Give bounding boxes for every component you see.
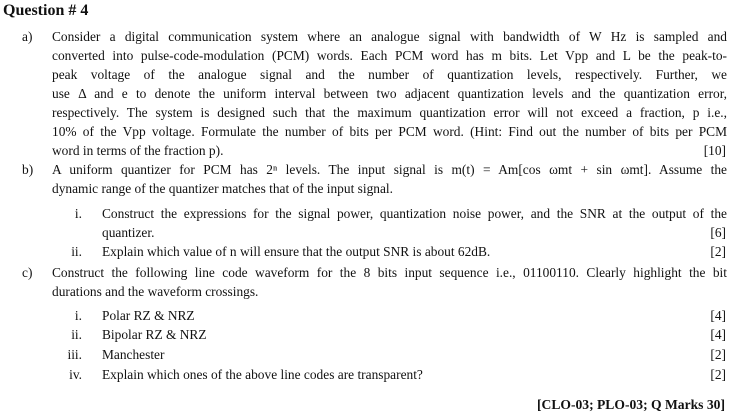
part-b-sub-i-line-2: quantizer. [102, 225, 155, 240]
part-b-label: b) [22, 162, 34, 177]
part-b-line-1: A uniform quantizer for PCM has 2ⁿ levels. The input signal is m(t) = Am[cos ωmt + sin ωmt]. Assume the [52, 162, 727, 177]
part-c-line-2: durations and the waveform crossings. [52, 284, 259, 299]
part-b-sub-ii-line-1: Explain which value of n will ensure that the output SNR is about 62dB. [102, 244, 491, 259]
part-c-sub-i-numeral: i. [74, 308, 82, 323]
part-a-line-3: peak voltage of the analogue signal and the number of quantization levels, respectively. Further, we [52, 67, 727, 82]
part-a-line-4: use Δ and e to denote the uniform interval between two adjacent quantization levels and the quantization error, [52, 86, 727, 101]
part-b-line-2: dynamic range of the quantizer matches that of the input signal. [52, 181, 393, 196]
part-c-sub-i-text: Polar RZ & NRZ [102, 308, 195, 323]
part-c-sub-iii-numeral: iii. [67, 347, 82, 362]
part-c-sub-ii-text: Bipolar RZ & NRZ [102, 327, 207, 342]
part-c-sub-iv-marks: [2] [710, 367, 726, 382]
part-a-label: a) [22, 29, 33, 44]
part-b-sub-i-numeral: i. [74, 206, 82, 221]
part-a-line-7: word in terms of the fraction p). [52, 143, 224, 158]
part-a-line-1: Consider a digital communication system where an analogue signal with bandwidth of W Hz is sampled and [52, 29, 727, 44]
part-a-line-5: respectively. The system is designed such that the maximum quantization error will not exceed a fraction, p i.e., [52, 105, 727, 120]
part-c-sub-iv-text: Explain which ones of the above line codes are transparent? [102, 367, 423, 382]
part-b-sub-i-line-1: Construct the expressions for the signal power, quantization noise power, and the SNR at the output of the [102, 206, 727, 221]
part-c-sub-i-marks: [4] [710, 308, 726, 323]
part-c-sub-ii-numeral: ii. [71, 327, 82, 342]
part-b-sub-i-marks: [6] [710, 225, 726, 240]
question-title: Question # 4 [3, 2, 89, 19]
part-c-sub-iii-marks: [2] [710, 347, 726, 362]
part-a-line-2: converted into pulse-code-modulation (PCM) words. Each PCM word has m bits. Let Vpp and L be the peak-to- [52, 48, 727, 63]
part-c-line-1: Construct the following line code waveform for the 8 bits input sequence i.e., 01100110. Clearly highlight the bit [52, 265, 727, 280]
part-b-sub-ii-marks: [2] [710, 244, 726, 259]
part-c-sub-iv-numeral: iv. [69, 367, 82, 382]
part-b-sub-ii-numeral: ii. [71, 244, 82, 259]
part-c-sub-ii-marks: [4] [710, 327, 726, 342]
part-c-sub-iii-text: Manchester [102, 347, 165, 362]
part-c-label: c) [22, 265, 33, 280]
part-a-marks: [10] [703, 143, 726, 158]
part-a-line-6: 10% of the Vpp voltage. Formulate the number of bits per PCM word. (Hint: Find out the number of bits per PCM [52, 124, 727, 139]
question-footer-marks: [CLO-03; PLO-03; Q Marks 30] [536, 397, 725, 412]
